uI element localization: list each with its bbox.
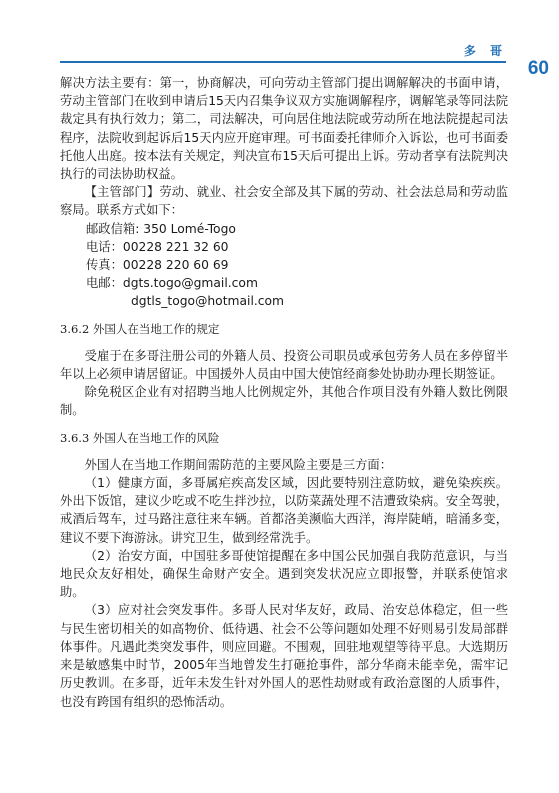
risk-item-health: （1）健康方面，多哥属疟疾高发区域，因此要特别注意防蚊，避免染疾疾。外出下饭馆，建议少吃或不吃生拌沙拉，以防菜蔬处理不洁遭致染病。安全驾驶，戒酒后驾车，过马路注意往来车辆。首都洛美濒临大西洋，海岸陡峭，暗涌多变，建议不要下海游泳。讲究卫生，做到经常洗手。 [60,476,508,545]
body-paragraph: 受雇于在多哥注册公司的外籍人员、投资公司职员或承包劳务人员在多停留半年以上必须申请居留证。中国援外人员由中国大使馆经商参处协助办理长期签证。 [60,348,508,382]
header-divider [60,61,506,63]
body-paragraph: 除免税区企业有对招聘当地人比例规定外，其他合作项目没有外籍人数比例限制。 [60,385,508,418]
page-body [60,74,508,711]
phone-number: 电话：00228 221 32 60 [86,239,229,254]
risk-item-social-events: （3）应对社会突发事件。多哥人民对华友好，政局、治安总体稳定，但一些与民生密切相关的如高物价、低待遇、社会不公等问题如处理不好则易引发局部群体事件。凡遇此类突发事件，则应回避。不围观，回驻地观望等待平息。大选期历来是敏感集中时节，2005年当地曾发生打砸抢事件，部分华商未能幸免，需牢记历史教训。在多哥，近年未发生针对外国人的恶性劫财或有政治意图的人质事件，也没有跨国有组织的恐怖活动。 [60,603,508,709]
email-address: 电邮：dgts.togo@gmail.com [86,276,258,291]
body-paragraph: 外国人在当地工作期间需防范的主要风险主要是三方面： [84,457,393,472]
section-heading: 3.6.3 外国人在当地工作的风险 [60,430,220,445]
contact-block [60,220,508,311]
running-header-country: 多 哥 [463,44,507,58]
page-number: 60 [527,58,549,79]
section-heading: 3.6.2 外国人在当地工作的规定 [60,321,220,336]
body-paragraph: 【主管部门】劳动、就业、社会安全部及其下属的劳动、社会法总局和劳动监察局。联系方式如下： [60,185,508,218]
email-address: dgtls_togo@hotmail.com [131,294,285,309]
risk-item-security: （2）治安方面，中国驻多哥使馆提醒在多中国公民加强自我防范意识，与当地民众友好相处，确保生命财产安全。遇到突发状况应立即报警，并联系使馆求助。 [60,548,508,600]
fax-number: 传真：00228 220 60 69 [86,258,229,273]
postal-box: 邮政信箱: 350 Lomé-Togo [86,221,236,236]
body-paragraph: 解决方法主要有：第一，协商解决，可向劳动主管部门提出调解解决的书面申请，劳动主管部门在收到申请后15天内召集争议双方实施调解程序，调解笔录等同法院裁定具有执行效力；第二，司法解决，可向居住地法院或劳动所在地法院提起司法程序，法院收到起诉后15天内应开庭审理。可书面委托律师介入诉讼，也可书面委托他人出庭。按本法有关规定，判决宣布15天后可提出上诉。劳动者享有法院判决执行的司法协助权益。 [60,76,508,182]
